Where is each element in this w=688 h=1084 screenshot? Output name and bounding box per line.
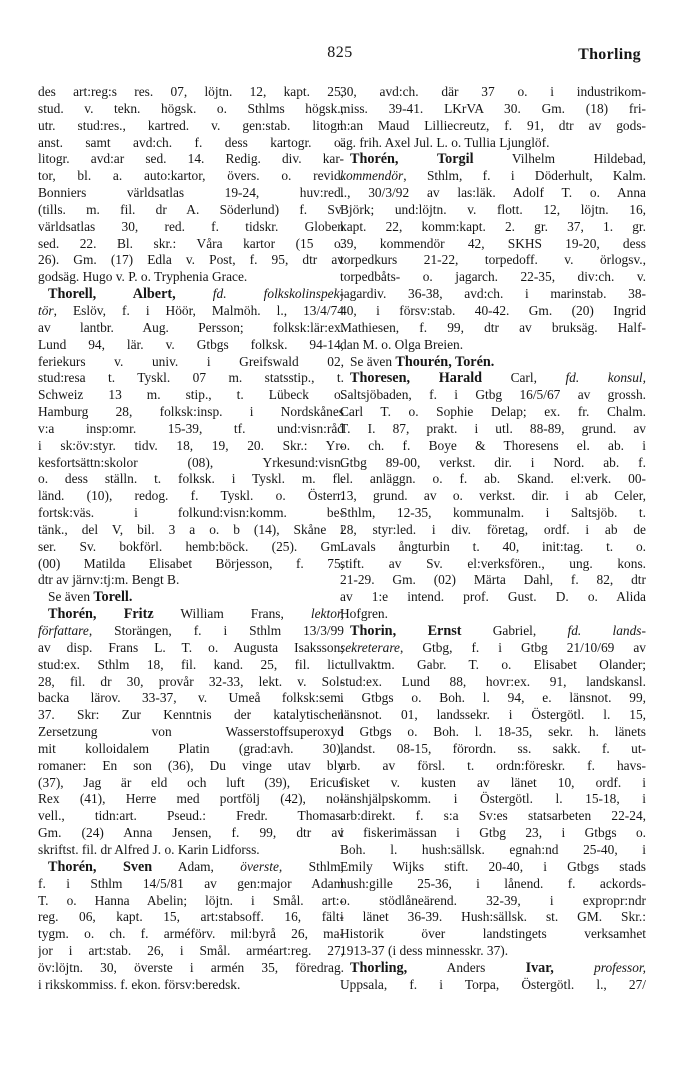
entry-text-line: författare, Storängen, f. i Sthlm 13/3/99 [38,623,344,638]
entry-text-line: Sthlm, 12-35, kommunalm. i Saltsjöb. t. [340,505,646,521]
entry-text-line: tullvaktm. Gabr. T. o. Elisabet Olander; [340,656,646,672]
entry-text-line: kesfortsättn:skolor (08), Yrkesund:visn. [38,454,344,470]
entry-title: sekreterare [340,639,400,655]
page-number: 825 [327,44,353,61]
entry-text-line: skriftst. fil. dr Alfred J. o. Karin Lidforss. [38,841,260,857]
entry-text-line: miss. 39-41. LKrVA 30. Gm. (18) fri- [340,100,646,116]
entry-text-line: kommendör, Sthlm, f. i Döderhult, Kalm. [340,168,646,184]
entry-text-line: T. o. Hanna Abelin; löjtn. i Smål. art:- [38,892,344,908]
entry-name: Thorén, Fritz [48,606,154,623]
entry-text-line: Gtbg 89-00, verkst. dir. i Nord. ab. f. [340,454,646,470]
running-head: Thorling [578,46,641,63]
entry-text-line: litogr. avd:ar sed. 14. Redig. div. kar- [38,151,344,167]
entry-text-line: Saltsjöbaden, f. i Gtbg 16/5/67 av grossh. [340,387,646,403]
entry-text-line: Hofgren. [340,606,388,622]
entry-text-line: reg. 06, kapt. 15, art:stabsoff. 16, fält- [38,909,344,925]
entry-text-line: des art:reg:s res. 07, löjtn. 12, kapt. 25, [38,84,344,99]
entry-text-line: stift. av Sv. el:verksfören., ung. kons. [340,555,646,571]
entry-title: överste, [240,858,283,874]
entry-text-line: Mathiesen, f. 99, dtr av bruksäg. Half- [340,319,646,335]
entry-text-line: hush:gille 25-36, i lånend. f. ackords- [340,875,646,891]
entry-text-line: sed. 22. Bl. skr.: Våra kartor (15 o. [38,235,344,251]
entry-text-line: mit kolloidalem Platin (grad:avh. 30), [38,740,344,756]
entry-text-line: tänk., del V, bil. 3 a o. b (14), Skåne i [38,521,344,537]
entry-name: Thorling, [350,959,408,976]
entry-title: lektor, [310,606,344,622]
entry-text-line: öv:löjtn. 30, överste i armén 35, föredrag. [38,959,344,975]
entry-heading-line: Thorén, Fritz William Frans, lektor, [48,606,344,623]
entry-text-line: tör, Eslöv, f. i Höör, Malmöh. l., 13/4/74 [38,302,344,318]
entry-text-line: Lavals ångturbin t. 40, init:tag. t. o. [340,538,646,554]
entry-text-line: stud:ex. Sthlm 18, fil. kand. 25, fil. lic. [38,656,344,672]
entry-text-line: Boh. l. hush:sällsk. egnah:nd 25-40, i [340,841,646,857]
entry-text-line: 37. Skr: Zur Kenntnis der katalytischen [38,707,344,723]
entry-text-line: av 1:e intend. prof. Gust. D. o. Alida [340,589,646,605]
entry-text-line: landst. 08-15, förordn. ss. sakk. f. ut- [340,740,646,756]
entry-text-line: 21-29. Gm. (02) Märta Dahl, f. 82, dtr [340,572,646,588]
entry-name: Thoresen, Harald [350,370,483,387]
entry-text-line: stud:ex. Lund 88, hovr:ex. 91, landskansl. [340,673,646,689]
entry-text-line: f. i Sthlm 14/5/81 av gen:major Adam [38,875,344,891]
see-also-line: Se även Torell. [48,589,133,606]
entry-name: Thorin, Ernst [350,623,462,639]
entry-text-line: 26). Gm. (17) Edla v. Post, f. 95, dtr av [38,252,344,268]
entry-text-line: Emily Wijks stift. 20-40, i Gtbgs stads [340,858,646,874]
entry-title: fd. lands- [567,623,646,638]
entry-text-line: Gm. (24) Anna Jensen, f. 99, dtr av [38,825,344,841]
entry-text-line: arb:direkt. f. s:a Sv:es statsarbeten 22-24, [340,808,646,824]
entry-text-line: torpedbåts- o. jagarch. 22-35, div:ch. v. [340,269,646,285]
entry-text-line: 39, kommendör 42, SKHS 19-20, dess [340,235,646,251]
entry-text-line: o. ch. f. Boye & Thoresens el. ab. i [340,437,646,453]
entry-text-line: feriekurs v. univ. i Greifswald 02, [38,353,344,369]
entry-text-line: Hamburg 28, folksk:insp. i Nordskånes [38,404,344,420]
entry-text-line: anst. samt avd:ch. f. dess kartogr. o. [38,134,344,150]
see-also-reference: Thourén, Torén. [395,353,495,370]
entry-text-line: tygm. o. ch. f. arméförv. mil:byrå 26, ma- [38,926,344,942]
entry-text-line: utr. stud:res., kartred. v. gen:stab. litogr. [38,117,344,133]
entry-text-line: i länet 36-39. Hush:sällsk. st. GM. Skr.: [340,909,646,925]
entry-text-line: arb. av försl. t. ordn:föreskr. f. havs- [340,757,646,773]
entry-text-line: sekreterare, Gtbg, f. i Gtbg 21/10/69 av [340,639,646,655]
entry-text-line: o. dess ställn. t. folksk. i Tyskl. m. fl. [38,471,344,487]
entry-text-line: i rikskommiss. f. ekon. försv:beredsk. [38,976,241,992]
right-column [340,84,646,994]
entry-text-line: länshjälpskomm. i Östergötl. l. 15-18, i [340,791,646,807]
entry-text-line: i fiskerimässan i Gtbg 23, i Gtbgs o. [340,825,646,841]
entry-text-line: fortsk:väs. i folkund:visn:komm. be- [38,505,344,521]
see-also-line: Se även Thourén, Torén. [350,353,495,370]
entry-text-line: av disp. Frans L. T. o. Augusta Isaksson; [38,639,344,655]
entry-text-line: Lund 94, lär. v. Gtbgs folksk. 94-14, [38,336,344,352]
entry-text-line: Uppsala, f. i Torpa, Östergötl. l., 27/ [340,976,646,992]
entry-text-line: äg. frih. Axel Jul. L. o. Tullia Ljunglöf. [340,134,550,150]
entry-text-line: Zersetzung von Wasserstoffsuperoxyd [38,724,344,740]
entry-text-line: världsatlas 30, red. f. tidskr. Globen [38,218,344,234]
entry-text-line: (00) Matilda Elisabet Börjesson, f. 75, [38,555,344,571]
entry-text-line: tor, bl. a. auto:kartor, övers. o. revid. [38,168,344,184]
entry-name: Thorell, Albert, [48,286,176,303]
entry-text-line: ser. Sv. bokförl. hemb:böck. (25). Gm. [38,538,344,554]
entry-text-line: godsäg. Hugo v. P. o. Tryphenia Grace. [38,269,248,285]
entry-title: fd. folkskolinspek- [212,286,344,302]
entry-title: kommendör [340,168,404,184]
entry-text-line: 13, grund. av o. verkst. dir. i ab Celer, [340,488,646,504]
entry-text-line: länsnot. 01, landssekr. i Östergötl. l. 15, [340,707,646,723]
entry-text-line: (tills. m. fil. dr A. Söderlund) f. Sv. [38,201,344,217]
entry-title: tör [38,302,54,318]
entry-text-line: Björk; und:löjtn. v. flott. 12, löjtn. 16, [340,201,646,217]
entry-title: författare [38,623,89,638]
entry-text-line: Bonniers världsatlas 19-24, huv:red. [38,185,344,201]
entry-text-line: Schweiz 13 m. stip., t. Lübeck o. [38,387,344,403]
entry-text-line: v:a insp:omr. 15-39, tf. und:visn:råd [38,420,344,436]
entry-text-line: h:an Maud Lilliecreutz, f. 91, dtr av gods- [340,117,646,133]
entry-text-line: i sk:öv:styr. tidv. 18, 19, 20. Skr.: Yr- [38,437,344,453]
entry-text-line: stud. v. tekn. högsk. o. Sthlms högsk., [38,100,344,116]
entry-text-line: i Gtbgs o. Boh. l. 94, e. länsnot. 99, [340,690,646,706]
entry-text-line: Carl T. o. Sophie Delap; ex. fr. Chalm. [340,404,646,420]
entry-heading-line: Thorén, Torgil Vilhelm Hildebad, [350,151,646,168]
entry-text-line: vell., tidn:art. Pseud.: Fredr. Thomas. [38,808,344,824]
entry-name: Ivar, [525,959,554,976]
entry-heading-line: Thorin, Ernst Gabriel, fd. lands- [350,623,646,639]
entry-heading-line: Thoresen, Harald Carl, fd. konsul, [350,370,646,387]
entry-text-line: stud:resa t. Tyskl. 07 m. statsstip., t. [38,370,344,386]
entry-text-line: dtr av järnv:tj:m. Bengt B. [38,572,180,588]
entry-name: Thorén, Sven [48,858,153,875]
entry-text-line: 28, styr:led. i div. företag, ordf. i ab de [340,521,646,537]
entry-text-line: 30, avd:ch. där 37 o. i industrikom- [340,84,646,99]
entry-text-line: jor i art:stab. 26, i Smål. arméart:reg. 27, [38,943,344,959]
entry-text-line: Rex (41), Herre med portfölj (42), no- [38,791,344,807]
entry-title: fd. konsul, [565,370,646,386]
entry-heading-line [38,286,344,303]
entry-text-line: el. anläggn. o. f. ab. Skand. el:verk. 00- [340,471,646,487]
entry-text-line: o. stödlåneärend. 32-39, i expropr:ndr [340,892,646,908]
entry-text-line: Historik över landstingets verksamhet [340,926,646,942]
entry-text-line: 40, i försv:stab. 40-42. Gm. (20) Ingrid [340,302,646,318]
entry-text-line: 1913-37 (i dess minnesskr. 37). [340,943,509,959]
entry-text-line: 28, fil. dr 30, provår 32-33, lekt. v. Sol- [38,673,344,689]
entry-text-line: backa lärov. 33-37, v. Umeå folksk:sem. [38,690,344,706]
entry-text-line: i Gtbgs o. Boh. l. 18-35, sekr. h. länets [340,724,646,740]
entry-text-line: av lantbr. Aug. Persson; folksk:lär:ex. [38,319,344,335]
entry-text-line: T. I. 87, prakt. i utl. 88-89, grund. av [340,420,646,436]
entry-text-line: länd. (10), redog. f. Tyskl. o. Österr. [38,488,344,504]
entry-text-line: fisket v. kusten av länet 10, ordf. i [340,774,646,790]
entry-text-line: dan M. o. Olga Breien. [340,336,464,352]
entry-text-line: romaner: En son (36), Du vinge utav bly [38,757,344,773]
entry-text-line: (37), Jag är eld och luft (39), Ericus [38,774,344,790]
entry-text-line: l., 30/3/92 av las:läk. Adolf T. o. Anna [340,185,646,201]
left-column [38,84,344,994]
see-also-reference: Torell. [93,589,133,606]
entry-name: Thorén, Torgil [350,151,474,168]
entry-text-line: jagardiv. 36-38, avd:ch. i marinstab. 38- [340,286,646,302]
entry-text-line: kapt. 22, komm:kapt. 2. gr. 37, 1. gr. [340,218,646,234]
entry-text-line: torpedkurs 21-22, torpedoff. v. örlogsv., [340,252,646,268]
entry-heading-line: Thorling, Anders Ivar, professor, [350,959,646,976]
entry-title: professor, [594,959,646,975]
entry-heading-line: Thorén, Sven Adam, överste, Sthlm, [48,858,344,875]
